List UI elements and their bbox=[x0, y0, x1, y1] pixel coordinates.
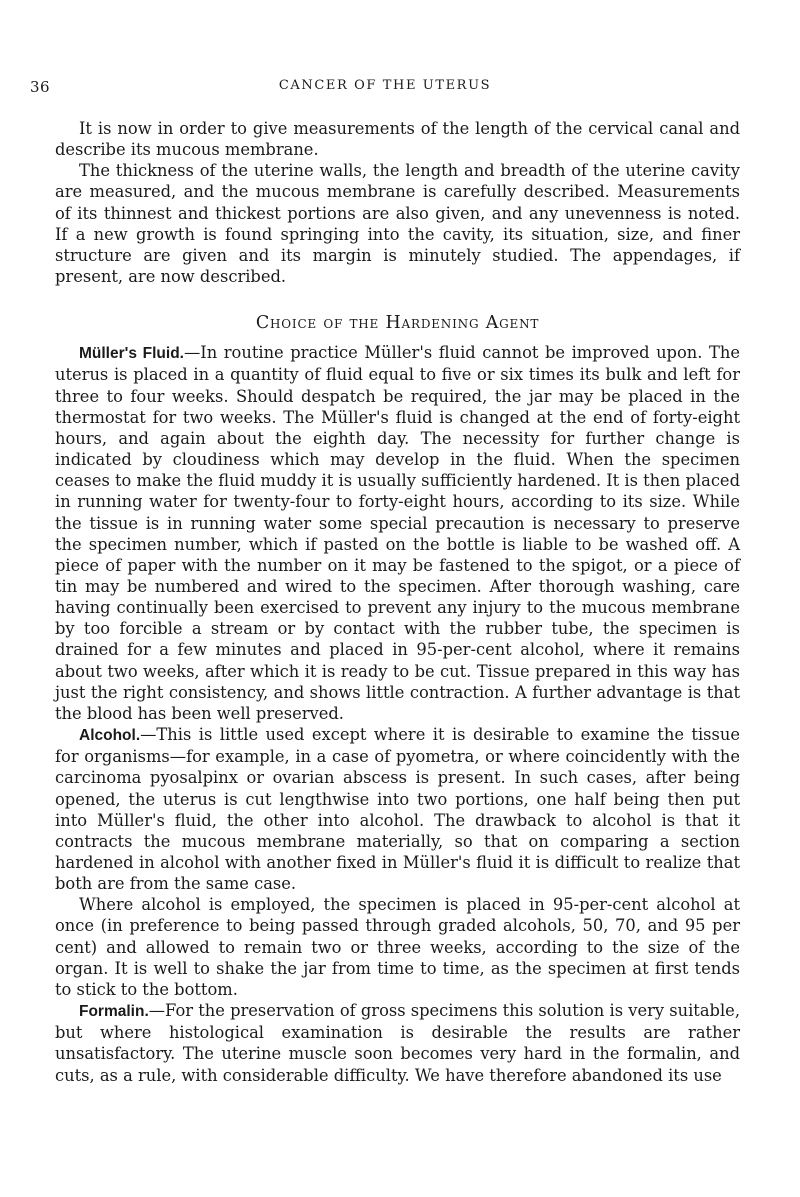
paragraph-formalin bbox=[55, 1000, 740, 1086]
page-header bbox=[30, 78, 740, 100]
alcohol-label: Alcohol. bbox=[79, 727, 141, 745]
alcohol-text: —This is little used except where it is desirable to examine the tissue for organisms—for example, in a case of pyometra, or where coincidently with the carcinoma pyosalpinx or ovarian abscess is present. In such cases, after being opened, the uterus is cut lengthwise into two portions, one half being then put into Müller's fluid, the other into alcohol. The drawback to alcohol is that it contracts the mucous membrane materially, so that on comparing a section hardened in alcohol with another fixed in Müller's fluid it is difficult to realize that both are from the same case. bbox=[55, 725, 740, 894]
section-heading: Choice of the Hardening Agent bbox=[255, 313, 540, 334]
paragraph-cervical-canal: It is now in order to give measurements of the length of the cervical canal and describe its mucous membrane. bbox=[55, 119, 740, 160]
mullers-fluid-label: Müller's Fluid. bbox=[79, 345, 184, 363]
mullers-fluid-text: —In routine practice Müller's fluid cannot be improved upon. The uterus is placed in a quantity of fluid equal to five or six times its bulk and left for three to four weeks. Should despatch be required, the jar may be placed in the thermostat for two weeks. The Müller's fluid is changed at the end of forty-eight hours, and again about the eighth day. The necessity for further change is indicated by cloudiness which may develop in the fluid. When the specimen ceases to make the fluid muddy it is usually sufficiently hardened. It is then placed in running water for twenty-four to forty-eight hours, according to its size. While the tissue is in running water some special precaution is necessary to preserve the specimen number, which if pasted on the bottle is liable to be washed off. A piece of paper with the number on it may be fastened to the spigot, or a piece of tin may be numbered and wired to the specimen. After thorough washing, care having continually been exercised to prevent any injury to the mucous membrane by too forcible a stream or by contact with the rubber tube, the specimen is drained for a few minutes and placed in 95-per-cent alcohol, where it remains about two weeks, after which it is ready to be cut. Tissue prepared in this way has just the right consistency, and shows little contraction. A further advantage is that the blood has been well preserved. bbox=[55, 343, 740, 723]
page-number: 36 bbox=[30, 78, 51, 96]
running-title: CANCER OF THE UTERUS bbox=[278, 78, 492, 93]
paragraph-mullers-fluid bbox=[55, 342, 740, 724]
paragraph-alcohol-followup: Where alcohol is employed, the specimen is placed in 95-per-cent alcohol at once (in preference to being passed through graded alcohols, 50, 70, and 95 per cent) and allowed to remain two or three weeks, according to the size of the organ. It is well to shake the jar from time to time, as the specimen at first tends to stick to the bottom. bbox=[55, 895, 740, 999]
paragraph-alcohol bbox=[55, 724, 740, 894]
formalin-label: Formalin. bbox=[79, 1003, 149, 1021]
body-text bbox=[55, 118, 740, 1086]
paragraph-uterine-walls: The thickness of the uterine walls, the length and breadth of the uterine cavity are measured, and the mucous membrane is carefully described. Measurements of its thinnest and thickest portions are also given, and any unevenness is noted. If a new growth is found springing into the cavity, its situation, size, and finer structure are given and its margin is minutely studied. The appendages, if present, are now described. bbox=[55, 161, 740, 287]
formalin-text: —For the preservation of gross specimens this solution is very suitable, but where histological examination is desirable the results are rather unsatisfactory. The uterine muscle soon becomes very hard in the formalin, and cuts, as a rule, with considerable difficulty. We have therefore abandoned its use bbox=[55, 1001, 740, 1085]
